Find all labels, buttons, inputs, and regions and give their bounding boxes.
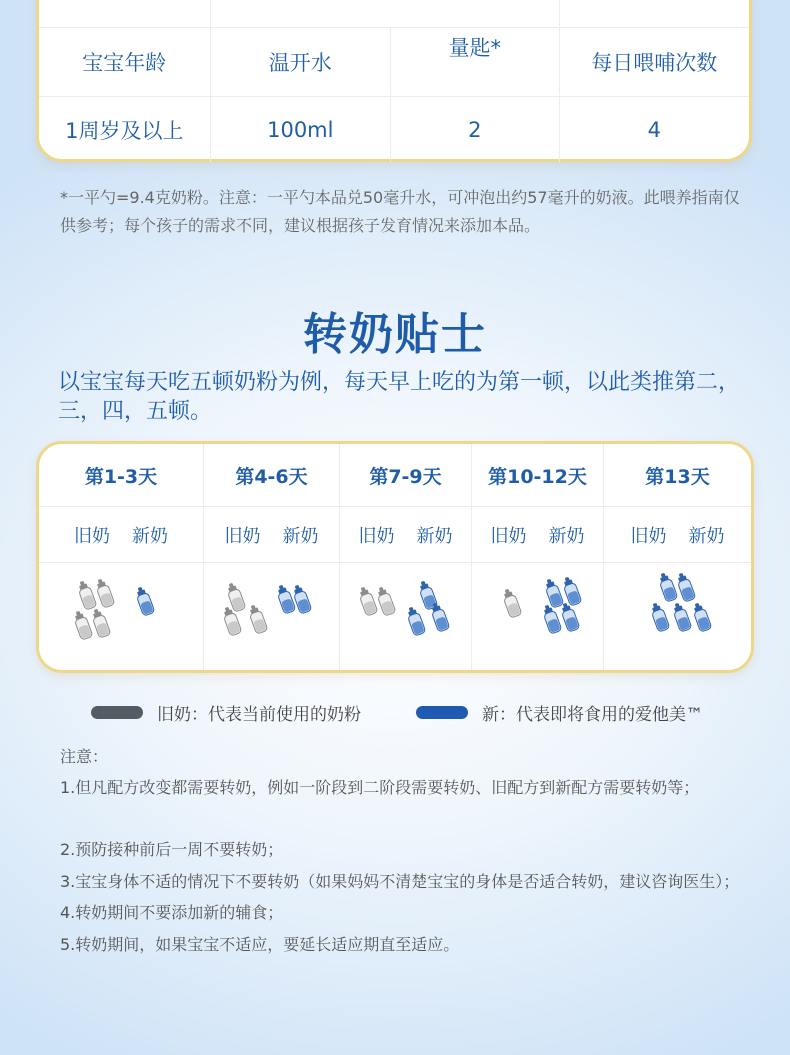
old-milk-label: 旧奶: [630, 525, 667, 547]
old-milk-bottle-icon: [97, 578, 112, 608]
milk-type-labels: [204, 507, 339, 562]
note-item: 4.转奶期间不要添加新的辅食；: [60, 903, 284, 922]
new-milk-bottle-icon: [294, 584, 309, 614]
old-milk-label: 旧奶: [224, 525, 261, 547]
transition-column: [39, 444, 203, 670]
old-milk-bottle-icon: [360, 586, 375, 616]
legend-new: [416, 700, 703, 725]
old-milk-label: 旧奶: [74, 525, 110, 547]
new-milk-label: 新奶: [132, 525, 168, 547]
old-milk-bottle-icon: [75, 610, 90, 640]
old-milk-bottle-icon: [504, 588, 519, 618]
note-item: 1.但凡配方改变都需要转奶，例如一阶段到二阶段需要转奶、旧配方到新配方需要转奶等；: [60, 778, 700, 797]
new-milk-bottle-icon: [674, 602, 689, 632]
cell-age: 1周岁及以上: [65, 118, 184, 143]
transition-column: [203, 444, 339, 670]
day-range-label: 第7-9天: [369, 465, 442, 488]
feeding-table-title: [210, 0, 559, 26]
milk-type-labels: [39, 507, 203, 562]
header-baby-age: 宝宝年龄: [82, 50, 167, 75]
feeding-table: [36, 0, 752, 162]
old-milk-bottle-icon: [79, 580, 94, 610]
header-scoops: 量匙*: [390, 28, 559, 95]
transition-column: [471, 444, 603, 670]
new-milk-bottle-icon: [694, 602, 709, 632]
milk-type-labels: [472, 507, 603, 562]
bottle-group: [39, 563, 203, 670]
notes-title: 注意：: [60, 747, 109, 766]
old-milk-bottle-icon: [378, 586, 393, 616]
new-milk-label: 新奶: [282, 525, 319, 547]
new-milk-bottle-icon: [408, 606, 423, 636]
new-milk-bottle-icon: [432, 602, 447, 632]
header-daily-feeds: 每日喂哺次数: [559, 28, 749, 95]
bottle-group: [204, 563, 339, 670]
feeding-title-row: [39, 0, 749, 26]
cell-daily-feeds: 4: [559, 97, 749, 162]
new-milk-label: 新奶: [416, 525, 453, 547]
milk-type-labels: [340, 507, 471, 562]
old-milk-bottle-icon: [224, 606, 239, 636]
day-range-label: 第10-12天: [488, 465, 587, 488]
cell-scoops: 2: [390, 97, 559, 162]
legend-new-text: 新：代表即将食用的爱他美™: [482, 705, 703, 725]
old-milk-bottle-icon: [93, 608, 108, 638]
old-milk-bottle-icon: [250, 604, 265, 634]
new-milk-bottle-icon: [678, 572, 693, 602]
transition-table: [36, 441, 754, 673]
transition-column: [603, 444, 751, 670]
new-milk-bottle-icon: [562, 602, 577, 632]
new-milk-bottle-icon: [652, 602, 667, 632]
day-range-label: 第1-3天: [84, 465, 158, 488]
milk-type-labels: [604, 507, 751, 562]
new-milk-bottle-icon: [660, 572, 675, 602]
old-milk-label: 旧奶: [490, 525, 527, 547]
section-description: 以宝宝每天吃五顿奶粉为例，每天早上吃的为第一顿，以此类推第二，三，四，五顿。: [58, 370, 741, 424]
header-warm-water: 温开水: [210, 28, 390, 95]
new-milk-label: 新奶: [688, 525, 725, 547]
cell-water: 100ml: [210, 97, 390, 162]
transition-column: [339, 444, 471, 670]
note-item: 3.宝宝身体不适的情况下不要转奶（如果妈妈不清楚宝宝的身体是否适合转奶，建议咨询医生）；: [60, 872, 740, 891]
bottle-group: [340, 563, 471, 670]
bottle-group: [604, 563, 751, 670]
bottle-group: [472, 563, 603, 670]
day-range-label: 第4-6天: [235, 465, 308, 488]
feeding-data-row: [39, 97, 749, 162]
new-milk-bottle-icon: [137, 586, 152, 616]
old-milk-label: 旧奶: [358, 525, 395, 547]
legend-old: [91, 700, 361, 725]
new-milk-bottle-icon: [544, 604, 559, 634]
scoop-footnote: *一平勺=9.4克奶粉。注意：一平勺本品兑50毫升水，可冲泡出约57毫升的奶液。此喂养指南仅供参考；每个孩子的需求不同，建议根据孩子发育情况来添加本品。: [60, 188, 740, 235]
section-title: 转奶贴士: [303, 309, 487, 360]
legend-old-text: 旧奶：代表当前使用的奶粉: [157, 705, 361, 725]
day-range-label: 第13天: [645, 465, 710, 488]
new-milk-label: 新奶: [548, 525, 585, 547]
legend-new-swatch: [416, 706, 468, 719]
note-item: 5.转奶期间，如果宝宝不适应，要延长适应期直至适应。: [60, 935, 460, 954]
feeding-header-row: [39, 28, 749, 95]
legend-old-swatch: [91, 706, 143, 719]
note-item: 2.预防接种前后一周不要转奶；: [60, 840, 284, 859]
